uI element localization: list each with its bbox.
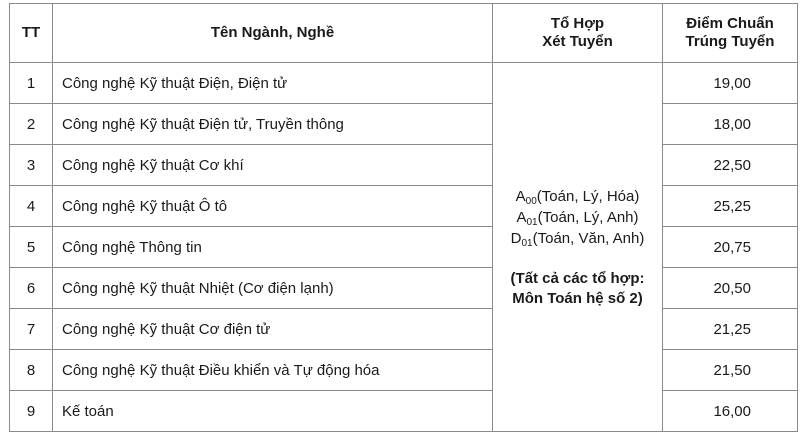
row-major-name: Công nghệ Kỹ thuật Cơ điện tử — [53, 309, 493, 350]
row-major-name: Kế toán — [53, 391, 493, 432]
table-row — [10, 309, 798, 350]
row-tt: 3 — [10, 145, 53, 186]
header-score-line2: Trúng Tuyển — [685, 33, 775, 50]
table-row — [10, 227, 798, 268]
table-row — [10, 186, 798, 227]
row-tt: 6 — [10, 268, 53, 309]
row-score: 16,00 — [663, 391, 798, 432]
row-major-name: Công nghệ Kỹ thuật Nhiệt (Cơ điện lạnh) — [53, 268, 493, 309]
row-score: 19,00 — [663, 63, 798, 104]
row-score: 25,25 — [663, 186, 798, 227]
row-score: 18,00 — [663, 104, 798, 145]
table-row — [10, 63, 798, 104]
combination-item: $A_{00}(Toán$, Lý, Hóa) — [515, 187, 640, 207]
combination-note-line2: Môn Toán hệ số 2) — [512, 289, 643, 307]
admission-scores-table — [9, 3, 798, 432]
header-row — [10, 4, 798, 63]
row-major-name: Công nghệ Kỹ thuật Điện, Điện tử — [53, 63, 493, 104]
row-tt: 1 — [10, 63, 53, 104]
row-score: 21,25 — [663, 309, 798, 350]
table-row — [10, 268, 798, 309]
row-score: 20,50 — [663, 268, 798, 309]
header-combination-line1: Tổ Hợp — [550, 15, 605, 32]
row-score: 20,75 — [663, 227, 798, 268]
combination-item: $A_{01}(Toán$, Lý, Anh) — [516, 208, 639, 228]
row-tt: 4 — [10, 186, 53, 227]
row-major-name: Công nghệ Kỹ thuật Điều khiển và Tự động hóa — [53, 350, 493, 391]
row-tt: 7 — [10, 309, 53, 350]
header-combination-line2: Xét Tuyển — [542, 33, 613, 50]
row-tt: 5 — [10, 227, 53, 268]
header-major-name: Tên Ngành, Nghề — [53, 4, 493, 63]
table-row — [10, 391, 798, 432]
row-tt: 9 — [10, 391, 53, 432]
table-row — [10, 104, 798, 145]
table-row — [10, 350, 798, 391]
row-major-name: Công nghệ Kỹ thuật Ô tô — [53, 186, 493, 227]
row-score: 21,50 — [663, 350, 798, 391]
row-tt: 2 — [10, 104, 53, 145]
header-score-line1: Điểm Chuẩn — [686, 15, 774, 32]
row-tt: 8 — [10, 350, 53, 391]
row-score: 22,50 — [663, 145, 798, 186]
combination-item: $D_{01}(Toán$, Văn, Anh) — [510, 229, 645, 249]
combination-cell — [493, 63, 663, 432]
table-row — [10, 145, 798, 186]
row-major-name: Công nghệ Thông tin — [53, 227, 493, 268]
combination-note-line1: (Tất cả các tổ hợp: — [510, 269, 645, 287]
header-tt: TT — [10, 4, 53, 63]
header-combination — [493, 4, 663, 63]
combination-note — [493, 269, 662, 309]
row-major-name: Công nghệ Kỹ thuật Điện tử, Truyền thông — [53, 104, 493, 145]
row-major-name: Công nghệ Kỹ thuật Cơ khí — [53, 145, 493, 186]
header-score — [663, 4, 798, 63]
